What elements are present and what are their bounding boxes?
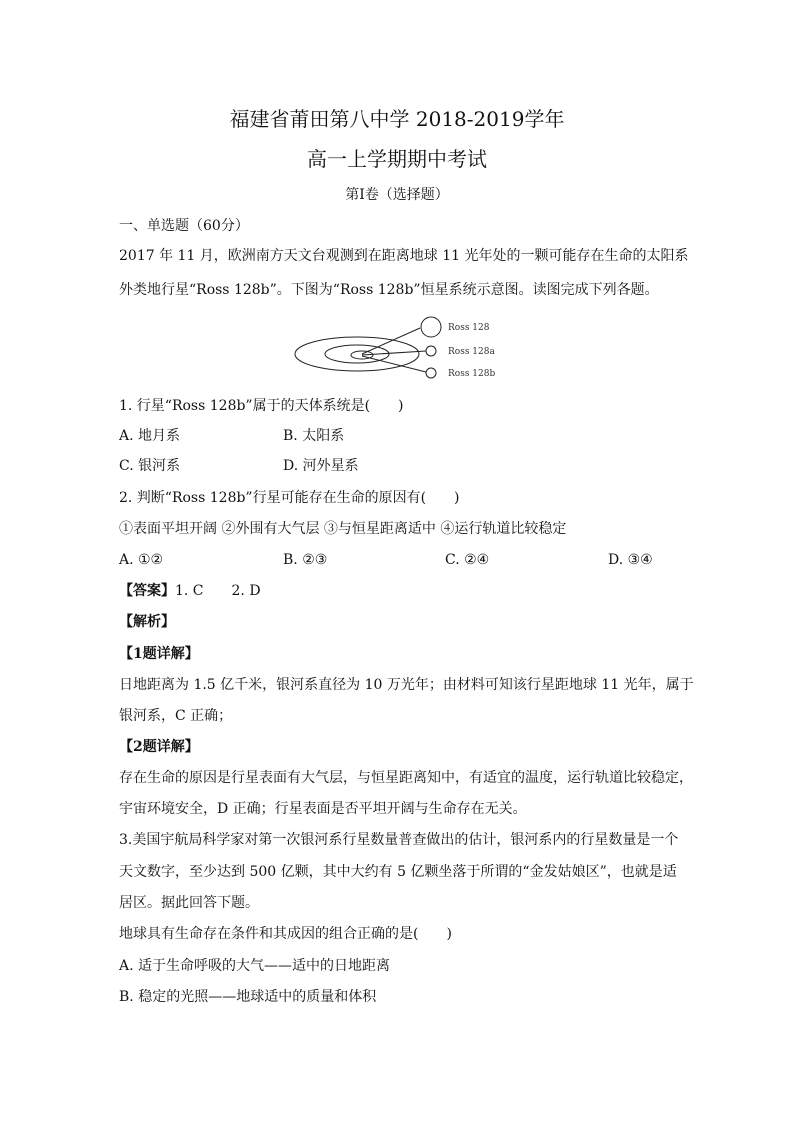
exam-title: 福建省莆田第八中学 2018-2019学年 [229, 107, 565, 131]
option-b: B. 稳定的光照——地球适中的质量和体积 [119, 989, 377, 1005]
option-d: D. ③④ [608, 552, 653, 568]
q3-intro-line: 天文数字，至少达到 500 亿颗，其中大约有 5 亿颗坐落于所谓的“金发姑娘区”，也就是适 [119, 864, 677, 880]
question-choices: ①表面平坦开阔 ②外围有大气层 ③与恒星距离适中 ④运行轨道比较稳定 [119, 521, 567, 537]
star-ross128 [421, 317, 441, 337]
option-b: B. ②③ [283, 552, 328, 568]
q3-intro-line: 3.美国宇航局科学家对第一次银河系行星数量普查做出的估计，银河系内的行星数量是一个 [119, 832, 679, 848]
intro-text-line: 2017 年 11 月，欧洲南方天文台观测到在距离地球 11 光年处的一颗可能存在生命的太阳系 [119, 248, 689, 264]
question-stem: 地球具有生命存在条件和其成因的组合正确的是( ) [119, 926, 452, 942]
option-a: A. 适于生命呼吸的大气——适中的日地距离 [119, 958, 391, 974]
section-title: 第I卷（选择题） [345, 187, 449, 203]
planet-ross128a [426, 346, 436, 356]
option-c: C. 银河系 [119, 458, 181, 474]
analysis-text-line: 银河系，C 正确； [119, 708, 233, 724]
diagram-label: Ross 128a [448, 347, 495, 357]
exam-subtitle: 高一上学期期中考试 [307, 147, 487, 171]
detail-label: 【1题详解】 [119, 646, 199, 662]
diagram-label: Ross 128 [448, 323, 490, 333]
planet-ross128b [426, 368, 436, 378]
leader-line [362, 328, 420, 354]
analysis-text-line: 存在生命的原因是行星表面有大气层，与恒星距离知中，有适宜的温度，运行轨道比较稳定， [119, 770, 693, 786]
question-stem: 2. 判断“Ross 128b”行星可能存在生命的原因有( ) [119, 490, 460, 506]
answer-value: 1. C 2. D [175, 583, 261, 599]
option-c: C. ②④ [445, 552, 490, 568]
intro-text-line: 外类地行星“Ross 128b”。下图为“Ross 128b”恒星系统示意图。读图完成下列各题。 [119, 282, 659, 298]
analysis-text-line: 宇宙环境安全，D 正确；行星表面是否平坦开阔与生命存在无关。 [119, 801, 527, 817]
question-stem: 1. 行星“Ross 128b”属于的天体系统是( ) [119, 398, 404, 414]
q3-intro-line: 居区。据此回答下题。 [119, 895, 259, 911]
analysis-text-line: 日地距离为 1.5 亿千米，银河系直径为 10 万光年；由材料可知该行星距地球 11 光年，属于 [119, 677, 694, 693]
analysis-label: 【解析】 [119, 614, 175, 630]
star-system-diagram [290, 308, 520, 382]
diagram-label: Ross 128b [448, 369, 496, 379]
answer-label: 【答案】 [119, 583, 175, 599]
part-heading: 一、单选题（60分） [119, 218, 249, 234]
option-b: B. 太阳系 [283, 428, 345, 444]
option-a: A. 地月系 [119, 428, 181, 444]
answer-line [119, 581, 261, 601]
detail-label: 【2题详解】 [119, 739, 199, 755]
option-a: A. ①② [119, 552, 164, 568]
option-d: D. 河外星系 [283, 458, 359, 474]
